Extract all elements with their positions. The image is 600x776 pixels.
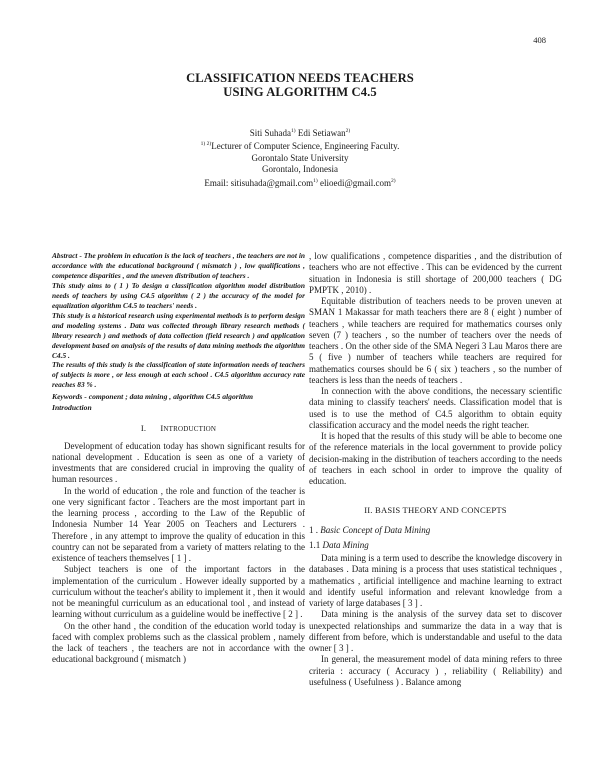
affiliation-text: Lecturer of Computer Science, Engineering Faculty.	[211, 141, 400, 152]
body-paragraph: On the other hand , the condition of the education world today is faced with complex problems such as the classical problem , namely the lack of teachers , the teachers are not in accordance with the educational background ( mismatch )	[52, 620, 305, 665]
paper-title	[0, 71, 600, 99]
body-paragraph: Equitable distribution of teachers needs to be proven uneven at SMAN 1 Makassar for math teachers there are 8 ( eight ) number of teachers , while teachers are required for mathematics courses only seven (7 ) teachers , so the number of teachers over the needs of teachers . On the other side of the SMA Negeri 3 Lau Maros there are 5 ( five ) number of teachers while teachers are required for mathematics courses should be 6 ( six ) teachers , so the number of teachers is less than the needs of teachers .	[309, 296, 562, 385]
body-paragraph: It is hoped that the results of this study will be able to become one of the reference materials in the local government to provide policy decision-making in the distribution of teachers according to the needs of teachers in each school in order to improve the quality of education.	[309, 431, 562, 486]
paper-header	[0, 71, 600, 189]
author-2-sup: 2)	[345, 128, 351, 134]
abstract-paragraph: This study is a historical research using experimental methods is to perform design and modeling systems . Data was collected through library research methods ( library research ) and methods of data collection (field research ) and application development based on analysis of the results of data mining methods the algorithm C4.5 .	[52, 310, 305, 360]
abstract-paragraph: This study aims to ( 1 ) To design a classification algorithm model distribution needs of teachers by using C4.5 algorithm ( 2 ) the accuracy of the model for equalization algorithm C4.5 to teachers' needs .	[52, 280, 305, 310]
keywords-line-2: Introduction	[52, 402, 92, 412]
keywords-text: Keywords - component ; data mining , algorithm C4.5 algorithm	[52, 392, 254, 402]
body-paragraph: Data mining is a term used to describe the knowledge discovery in databases . Data mining is a process that uses statistical techniques , mathematics , artificial intelligence and machine learning to extract and identify useful information and relevant knowledge from a variety of large databases [ 3 ] .	[309, 553, 562, 608]
author-1: Siti Suhada	[249, 128, 292, 138]
body-paragraph: In connection with the above conditions, the necessary scientific data mining to classify teachers' needs. Classification model that is used is to use the method of C4.5 algorithm to obtain equity classification accuracy and the model needs the right teacher.	[309, 386, 562, 430]
email-1-sup: 1)	[313, 177, 318, 184]
section-heading-introduction	[52, 423, 305, 435]
left-column	[52, 251, 305, 666]
email-1: Email: sitisuhada@gmail.com	[204, 177, 314, 188]
author-block	[0, 126, 600, 189]
keywords	[52, 392, 305, 413]
university: Gorontalo State University	[251, 152, 349, 163]
section-heading-basis-theory: II. BASIS THEORY AND CONCEPTS	[364, 505, 507, 516]
body-paragraph: , low qualifications , competence disparities , and the distribution of teachers who are not effective . This can be evidenced by the current situation in Indonesia is still shortage of 200,000 teachers ( DG PMPTK , 2010) .	[309, 251, 562, 295]
subsection-title: Basic Concept of Data Mining	[320, 524, 431, 535]
abstract-paragraph: Abstract - The problem in education is the lack of teachers , the teachers are not in accordance with the educational background ( mismatch ) , low qualifications , competence disparities , and the uneven distribution of teachers .	[52, 251, 305, 280]
section-number: I.	[140, 423, 147, 434]
subsection-heading	[309, 525, 562, 536]
abstract-paragraph: The results of this study is the classification of state information needs of teachers of subjects is more , or less enough at each school . C4.5 algorithm accuracy rate reaches 83 % .	[52, 360, 305, 390]
affiliation-sup: 1) 2)	[200, 141, 212, 148]
subsubsection-title: Data Mining	[322, 539, 369, 550]
section-initial: I	[160, 423, 164, 434]
body-paragraph: Subject teachers is one of the important factors in the implementation of the curriculum . However ideally supported by a curriculum without the teacher's ability to implement it , then it would not be meaningful curriculum as an educational tool , and instead of learning without curriculum as a guideline would be ineffective [ 2 ] .	[52, 564, 305, 620]
subsubsection-heading	[309, 540, 562, 551]
abstract	[52, 251, 305, 390]
affiliation	[0, 139, 600, 152]
author-2: Edi Setiawan	[295, 128, 346, 138]
body-paragraph: In the world of education , the role and function of the teacher is one very significant factor . Teachers are the most important part in the learning process , according to the Law of the Republic of Indonesia Number 14 Year 2005 on Teachers and Lecturers . Therefore , in any attempt to improve the quality of education in this country can not be separated from a variety of matters relating to the existence of teachers themselves [ 1 ] .	[52, 485, 305, 564]
email-2: elioedi@gmail.com	[317, 177, 392, 188]
body-paragraph: Data mining is the analysis of the survey data set to discover unexpected relationships and summarize the data in a way that is different from before, which is understandable and useful to the data owner [ 3 ] .	[309, 609, 562, 653]
page-number: 408	[533, 35, 546, 45]
city: Gorontalo, Indonesia	[262, 164, 338, 175]
title-line-1: CLASSIFICATION NEEDS TEACHERS	[186, 71, 414, 85]
section-rest: NTRODUCTION	[163, 425, 217, 434]
email-line	[0, 176, 600, 189]
authors	[0, 126, 600, 139]
email-2-sup: 2)	[391, 177, 396, 184]
subsection-number: 1 .	[309, 524, 321, 535]
author-1-sup: 1)	[291, 128, 296, 134]
title-line-2: USING ALGORITHM C4.5	[223, 85, 377, 99]
subsubsection-number: 1.1	[309, 539, 323, 550]
body-paragraph: In general, the measurement model of data mining refers to three criteria : accuracy ( Accuracy ) , reliability ( Reliability) and usefulness ( Usefulness ) . Balance among	[309, 654, 562, 687]
body-paragraph: Development of education today has shown significant results for national development . Education is seen as one of a variety of investments that are considered crucial in improving the quality of human resources .	[52, 440, 305, 485]
right-column	[309, 251, 562, 688]
